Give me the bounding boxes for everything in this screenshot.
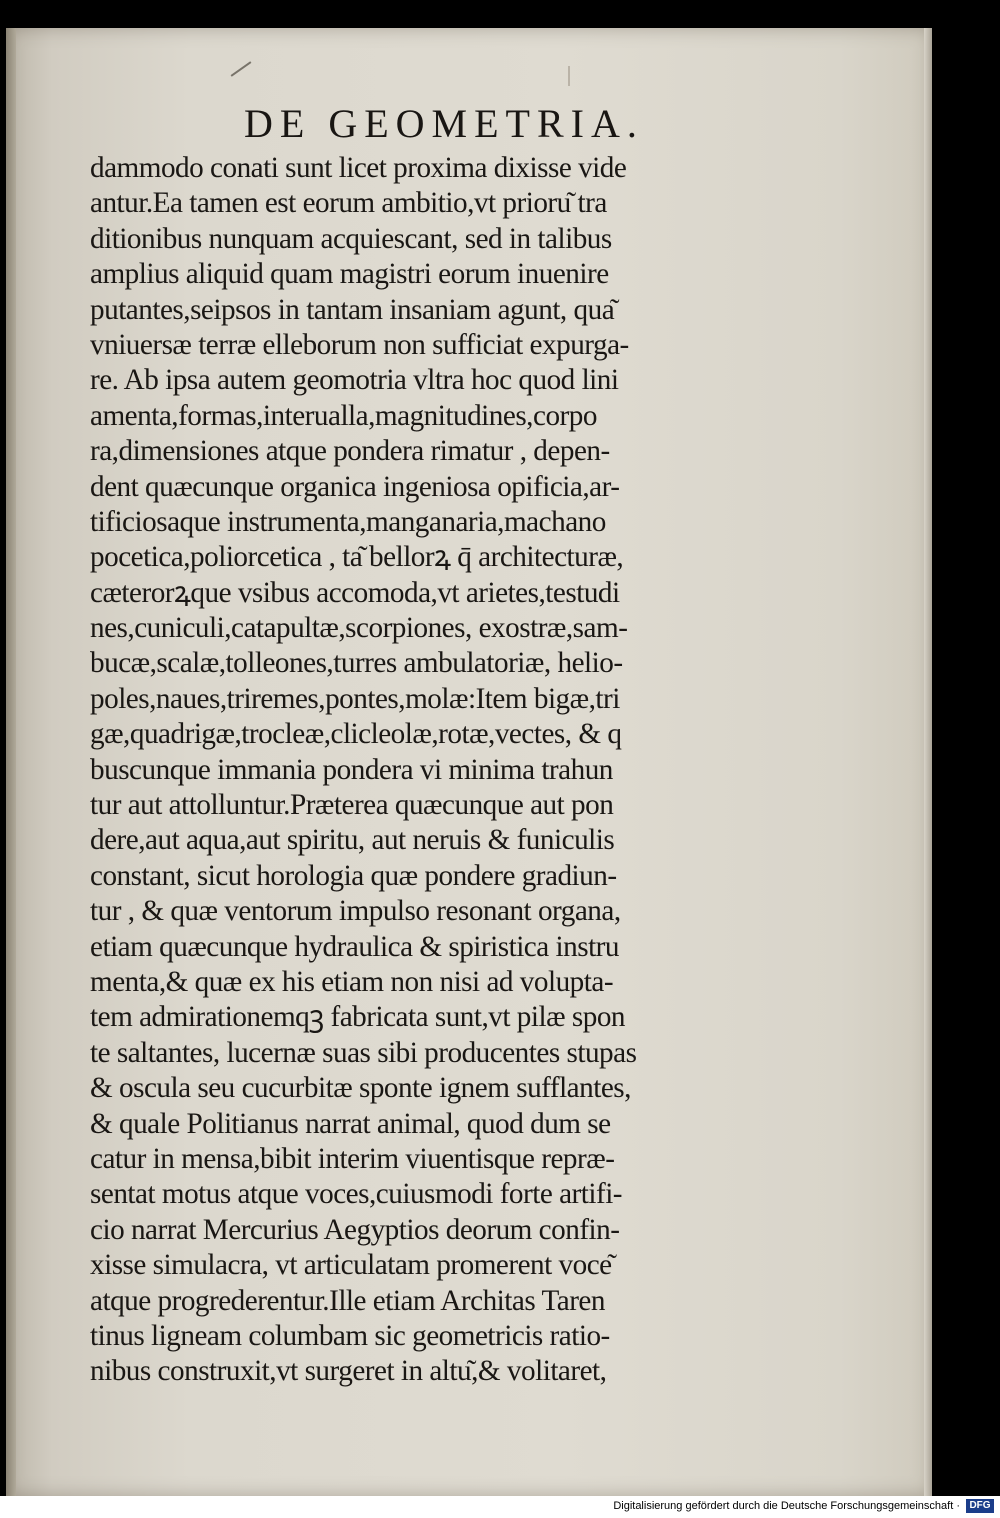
page-edge bbox=[924, 28, 932, 1496]
text-line: gæ,quadrigæ,trocleæ,clicleolæ,rotæ,vectes, & q bbox=[90, 718, 622, 751]
text-line: tem admirationemqꝫ fabricata sunt,vt pilæ spon bbox=[90, 1001, 626, 1034]
running-head: DE GEOMETRIA. bbox=[244, 101, 644, 146]
text-line: etiam quæcunque hydraulica & spiristica instru bbox=[90, 930, 619, 963]
text-line: ditionibus nunquam acquiescant, sed in talibus bbox=[90, 222, 612, 255]
text-line: antur.Ea tamen est eorum ambitio,vt prioru͂ tra bbox=[90, 187, 607, 220]
text-line: tificiosaque instrumenta,manganaria,machano bbox=[90, 505, 606, 538]
text-line: tur aut attolluntur.Præterea quæcunque aut pon bbox=[90, 789, 614, 822]
pen-mark bbox=[231, 61, 252, 76]
text-line: catur in mensa,bibit interim viuentisque repræ- bbox=[90, 1142, 615, 1175]
footer-bar bbox=[0, 1496, 1000, 1518]
text-line: re. Ab ipsa autem geomotria vltra hoc quod lini bbox=[90, 364, 619, 397]
text-line: putantes,seipsos in tantam insaniam agunt, qua͂ bbox=[90, 293, 615, 326]
text-line: ra,dimensiones atque pondera rimatur , depen- bbox=[90, 435, 610, 468]
text-line: nes,cuniculi,catapultæ,scorpiones, exostræ,sam- bbox=[90, 612, 628, 645]
text-line: constant, sicut horologia quæ pondere gradiun- bbox=[90, 859, 617, 892]
dfg-logo: DFG bbox=[966, 1499, 994, 1513]
text-line: amplius aliquid quam magistri eorum inuenire bbox=[90, 258, 609, 291]
text-line: pocetica,poliorcetica , ta͂ bellorꝝ q̄ architecturæ, bbox=[90, 541, 624, 574]
text-line: poles,naues,triremes,pontes,molæ:Item bigæ,tri bbox=[90, 682, 620, 715]
text-line: cæterorꝝque vsibus accomoda,vt arietes,testudi bbox=[90, 576, 620, 609]
text-line: buscunque immania pondera vi minima trahun bbox=[90, 753, 613, 786]
text-line: dent quæcunque organica ingeniosa opificia,ar- bbox=[90, 470, 620, 503]
footer-credit: Digitalisierung gefördert durch die Deutsche Forschungsgemeinschaft · bbox=[613, 1500, 960, 1512]
text-line: & quale Politianus narrat animal, quod dum se bbox=[90, 1107, 611, 1140]
text-line: nibus construxit,vt surgeret in altu͂,& volitaret, bbox=[90, 1355, 607, 1388]
text-line: & oscula seu cucurbitæ sponte ignem sufflantes, bbox=[90, 1072, 631, 1105]
text-line: te saltantes, lucernæ suas sibi producentes stupas bbox=[90, 1036, 637, 1069]
text-line: xisse simulacra, vt articulatam promerent voce͂ bbox=[90, 1249, 612, 1282]
text-line: atque progrederentur.Ille etiam Architas Taren bbox=[90, 1284, 605, 1317]
text-line: amenta,formas,interualla,magnitudines,corpo bbox=[90, 399, 597, 432]
text-line: menta,& quæ ex his etiam non nisi ad volupta- bbox=[90, 965, 614, 998]
text-line: dere,aut aqua,aut spiritu, aut neruis & funiculis bbox=[90, 824, 615, 857]
text-line: bucæ,scalæ,tolleones,turres ambulatoriæ, helio- bbox=[90, 647, 623, 680]
text-line: cio narrat Mercurius Aegyptios deorum confin- bbox=[90, 1213, 620, 1246]
paper-crease bbox=[568, 66, 570, 86]
text-line: vniuersæ terræ elleborum non sufficiat expurga- bbox=[90, 328, 629, 361]
page-gutter bbox=[6, 28, 16, 1496]
text-line: sentat motus atque voces,cuiusmodi forte artifi- bbox=[90, 1178, 623, 1211]
text-line: tur , & quæ ventorum impulso resonant organa, bbox=[90, 895, 621, 928]
text-line: tinus ligneam columbam sic geometricis ratio- bbox=[90, 1319, 610, 1352]
text-line: dammodo conati sunt licet proxima dixisse vide bbox=[90, 152, 627, 184]
body-text bbox=[90, 151, 740, 1390]
